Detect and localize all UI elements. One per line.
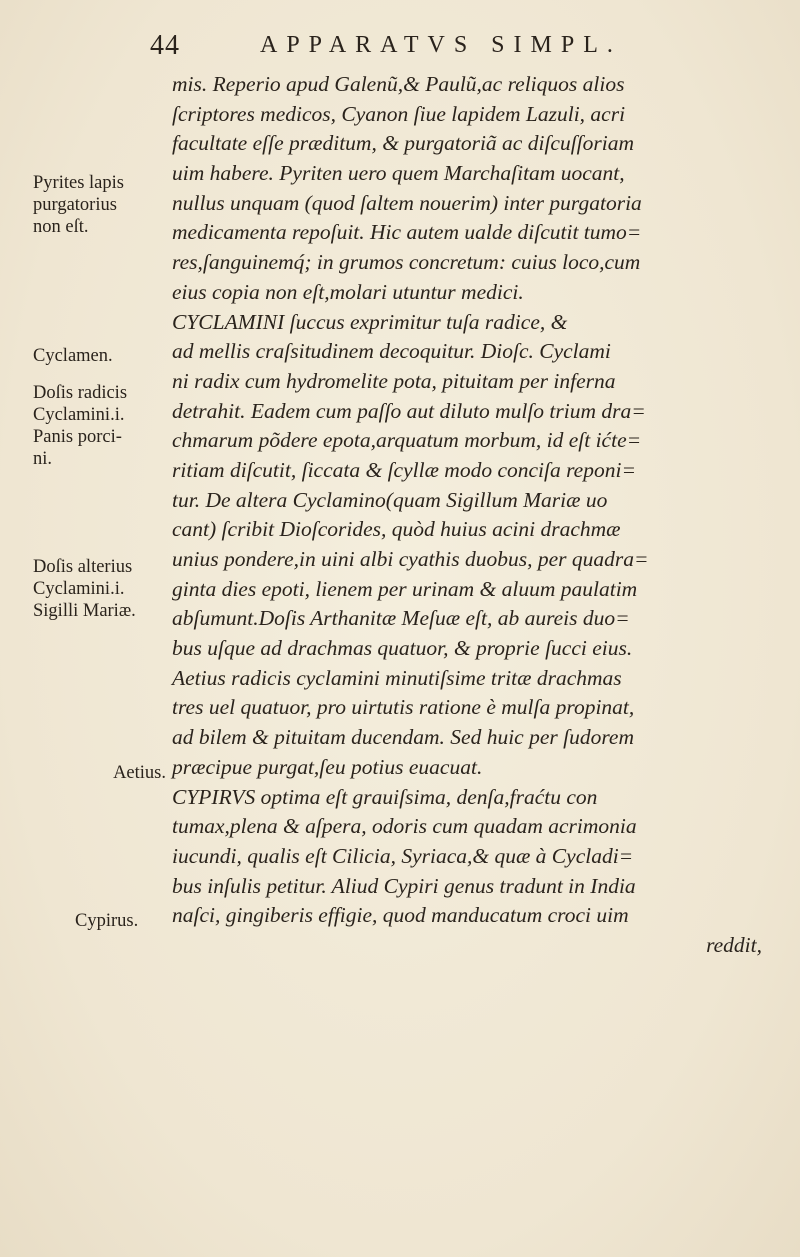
text-line: mis. Reperio apud Galenũ,& Paulũ,ac reliquos alios — [172, 72, 625, 96]
text-line: facultate eſſe præditum, & purgatoriã ac diſcuſſoriam — [172, 131, 635, 156]
text-line: abſumunt.Doſis Arthanitæ Meſuæ eſt, ab aureis duo= — [172, 606, 630, 631]
margin-line: Cyclamini.i. — [33, 405, 125, 425]
text-line: nullus unquam (quod ſaltem nouerim) inter purgatoria — [172, 190, 642, 215]
text-line: eius copia non eſt,molari utuntur medici. — [172, 279, 524, 304]
text-line: cant) ſcribit Dioſcorides, quòd huius acini drachmæ — [172, 517, 621, 542]
text-line: ginta dies epoti, lienem per urinam & aluum paulatim — [172, 576, 638, 601]
text-line: ni radix cum hydromelite pota, pituitam per inferna — [172, 368, 616, 393]
margin-note-cypirus — [75, 910, 210, 932]
text-line: uim habere. Pyriten uero quem Marchaſitam uocant, — [172, 161, 625, 186]
page-header — [150, 30, 710, 62]
text-line: medicamenta repoſuit. Hic autem ualde diſcutit tumo= — [172, 220, 642, 245]
text-line: tumax,plena & aſpera, odoris cum quadam acrimonia — [172, 814, 637, 839]
margin-line: Cyclamini.i. — [33, 579, 125, 599]
margin-line: Cyclamen. — [33, 346, 113, 366]
text-line: iucundi, qualis eſt Cilicia, Syriaca,& quæ à Cycladi= — [172, 843, 634, 868]
margin-line: Pyrites lapis — [33, 173, 124, 193]
text-line: detrahit. Eadem cum paſſo aut diluto mulſo trium dra= — [172, 398, 646, 423]
margin-line: Aetius. — [113, 763, 166, 783]
margin-note-cyclamen — [33, 345, 168, 367]
text-line: ad mellis craſsitudinem decoquitur. Dioſc. Cyclami — [172, 339, 611, 364]
text-line: tres uel quatuor, pro uirtutis ratione è mulſa propinat, — [172, 695, 635, 720]
text-line: res,ſanguinemq́; in grumos concretum: cuius loco,cum — [172, 250, 641, 275]
margin-line: purgatorius — [33, 195, 117, 215]
margin-line: Doſis radicis — [33, 383, 128, 403]
text-line: ritiam diſcutit, ſiccata & ſcyllæ modo conciſa reponi= — [172, 457, 636, 482]
text-line: ſcriptores medicos, Cyanon ſiue lapidem Lazuli, acri — [172, 101, 626, 126]
page-number: 44 — [150, 30, 180, 61]
text-line: naſci, gingiberis effigie, quod manducatum croci uim — [172, 903, 629, 928]
text-line: bus uſque ad drachmas quatuor, & proprie ſucci eius. — [172, 636, 633, 661]
running-title: APPARATVS SIMPL. — [260, 32, 622, 58]
text-line: CYCLAMINI ſuccus exprimitur tuſa radice, & — [172, 309, 568, 334]
text-line: Aetius radicis cyclamini minutiſsime tritæ drachmas — [172, 665, 622, 690]
margin-line: ni. — [33, 449, 53, 469]
text-line: chmarum põdere epota,arquatum morbum, id eſt ićte= — [172, 428, 642, 453]
text-line: unius pondere,in uini albi cyathis duobus, per quadra= — [172, 547, 649, 571]
margin-note-aetius — [36, 762, 166, 784]
margin-note-pyrites — [33, 172, 168, 238]
text-line: ad bilem & pituitam ducendam. Sed huic per ſudorem — [172, 725, 634, 750]
margin-note-dosis-radicis — [33, 382, 168, 470]
catchword: reddit, — [706, 932, 762, 957]
margin-note-dosis-alterius — [33, 556, 168, 622]
margin-line: Doſis alterius — [33, 557, 133, 577]
margin-line: Panis porci- — [33, 427, 122, 447]
text-line: CYPIRVS optima eſt grauiſsima, denſa,fraćtu con — [172, 784, 598, 809]
main-text-column — [172, 70, 762, 961]
text-line: tur. De altera Cyclamino(quam Sigillum Mariæ uo — [172, 487, 608, 512]
margin-line: Sigilli Mariæ. — [33, 601, 136, 621]
margin-line: non eſt. — [33, 217, 89, 237]
text-line: præcipue purgat,ſeu potius euacuat. — [172, 754, 483, 779]
text-line: bus inſulis petitur. Aliud Cypiri genus tradunt in India — [172, 873, 636, 898]
margin-line: Cypirus. — [75, 911, 139, 931]
